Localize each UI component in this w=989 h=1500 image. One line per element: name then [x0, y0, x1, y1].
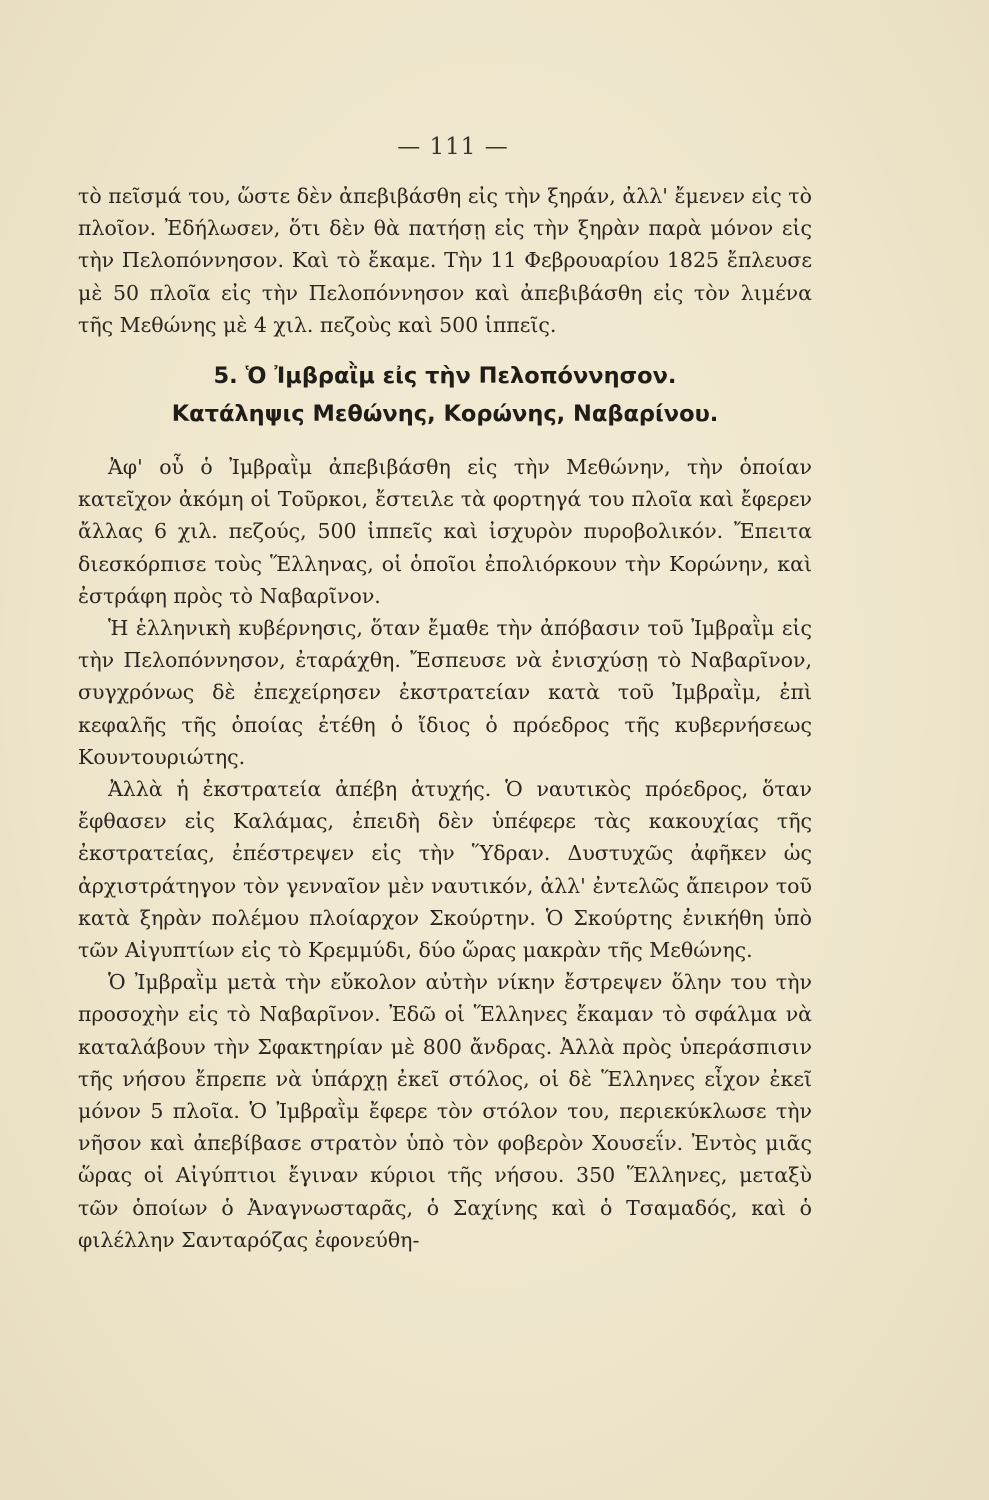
section-heading-subtitle: Κατάληψις Μεθώνης, Κορώνης, Ναβαρίνου.	[171, 401, 719, 428]
text-body	[78, 180, 812, 1256]
paragraph-campaign: Ἀλλὰ ἡ ἐκστρατεία ἀπέβη ἀτυχής. Ὁ ναυτικὸς πρόεδρος, ὅταν ἔφθασεν εἰς Καλάμας, ἐπειδὴ δὲν ὑπέφερε τὰς κακουχίας τῆς ἐκστρατείας, ἐπέστρεψεν εἰς τὴν Ὕδραν. Δυστυχῶς ἀφῆκεν ὡς ἀρχιστράτηγον τὸν γενναῖον μὲν ναυτικόν, ἀλλ' ἐντελῶς ἄπειρον τοῦ κατὰ ξηρὰν πολέμου πλοίαρχον Σκούρτην. Ὁ Σκούρτης ἐνικήθη ὑπὸ τῶν Αἰγυπτίων εἰς τὸ Κρεμμύδι, δύο ὥρας μακρὰν τῆς Μεθώνης.	[78, 777, 812, 963]
paragraph-sfaktiria: Ὁ Ἰμβραῒμ μετὰ τὴν εὔκολον αὐτὴν νίκην ἔστρεψεν ὅλην του τὴν προσοχὴν εἰς τὸ Ναβαρῖνον. Ἐδῶ οἱ Ἕλληνες ἔκαμαν τὸ σφάλμα νὰ καταλάβουν τὴν Σφακτηρίαν μὲ 800 ἄνδρας. Ἀλλὰ πρὸς ὑπεράσπισιν τῆς νήσου ἔπρεπε νὰ ὑπάρχῃ ἐκεῖ στόλος, οἱ δὲ Ἕλληνες εἶχον ἐκεῖ μόνον 5 πλοῖα. Ὁ Ἰμβραῒμ ἔφερε τὸν στόλον του, περιεκύκλωσε τὴν νῆσον καὶ ἀπεβίβασε στρατὸν ὑπὸ τὸν φοβερὸν Χουσεΐν. Ἐντὸς μιᾶς ὥρας οἱ Αἰγύπτιοι ἔγιναν κύριοι τῆς νήσου. 350 Ἕλληνες, μεταξὺ τῶν ὁποίων ὁ Ἀναγνωσταρᾶς, ὁ Σαχίνης καὶ ὁ Τσαμαδός, καὶ ὁ φιλέλλην Σανταρόζας ἐφονεύθη-	[78, 970, 812, 1252]
section-heading	[78, 357, 812, 433]
section-heading-title: 5. Ὁ Ἰμβραῒμ εἰς τὴν Πελοπόννησον.	[213, 363, 677, 390]
page-number: — 111 —	[397, 134, 509, 160]
paragraph-continuation: τὸ πεῖσμά του, ὥστε δὲν ἀπεβιβάσθη εἰς τὴν ξηράν, ἀλλ' ἔμενεν εἰς τὸ πλοῖον. Ἐδήλωσεν, ὅτι δὲν θὰ πατήσῃ εἰς τὴν ξηρὰν παρὰ μόνον εἰς τὴν Πελοπόννησον. Καὶ τὸ ἔκαμε. Τὴν 11 Φεβρουαρίου 1825 ἔπλευσε μὲ 50 πλοῖα εἰς τὴν Πελοπόννησον καὶ ἀπεβιβάσθη εἰς τὸν λιμένα τῆς Μεθώνης μὲ 4 χιλ. πεζοὺς καὶ 500 ἱππεῖς.	[78, 184, 812, 337]
paragraph-landing: Ἀφ' οὗ ὁ Ἰμβραῒμ ἀπεβιβάσθη εἰς τὴν Μεθώνην, τὴν ὁποίαν κατεῖχον ἀκόμη οἱ Τοῦρκοι, ἔστειλε τὰ φορτηγά του πλοῖα καὶ ἔφερεν ἄλλας 6 χιλ. πεζούς, 500 ἱππεῖς καὶ ἰσχυρὸν πυροβολικόν. Ἔπειτα διεσκόρπισε τοὺς Ἕλληνας, οἱ ὁποῖοι ἐπολιόρκουν τὴν Κορώνην, καὶ ἐστράφη πρὸς τὸ Ναβαρῖνον.	[78, 455, 812, 608]
paragraph-government: Ἡ ἑλληνικὴ κυβέρνησις, ὅταν ἔμαθε τὴν ἀπόβασιν τοῦ Ἰμβραῒμ εἰς τὴν Πελοπόννησον, ἐταράχθη. Ἔσπευσε νὰ ἐνισχύσῃ τὸ Ναβαρῖνον, συγχρόνως δὲ ἐπεχείρησεν ἐκστρατείαν κατὰ τοῦ Ἰμβραῒμ, ἐπὶ κεφαλῆς τῆς ὁποίας ἐτέθη ὁ ἴδιος ὁ πρόεδρος τῆς κυβερνήσεως Κουντουριώτης.	[78, 616, 812, 769]
